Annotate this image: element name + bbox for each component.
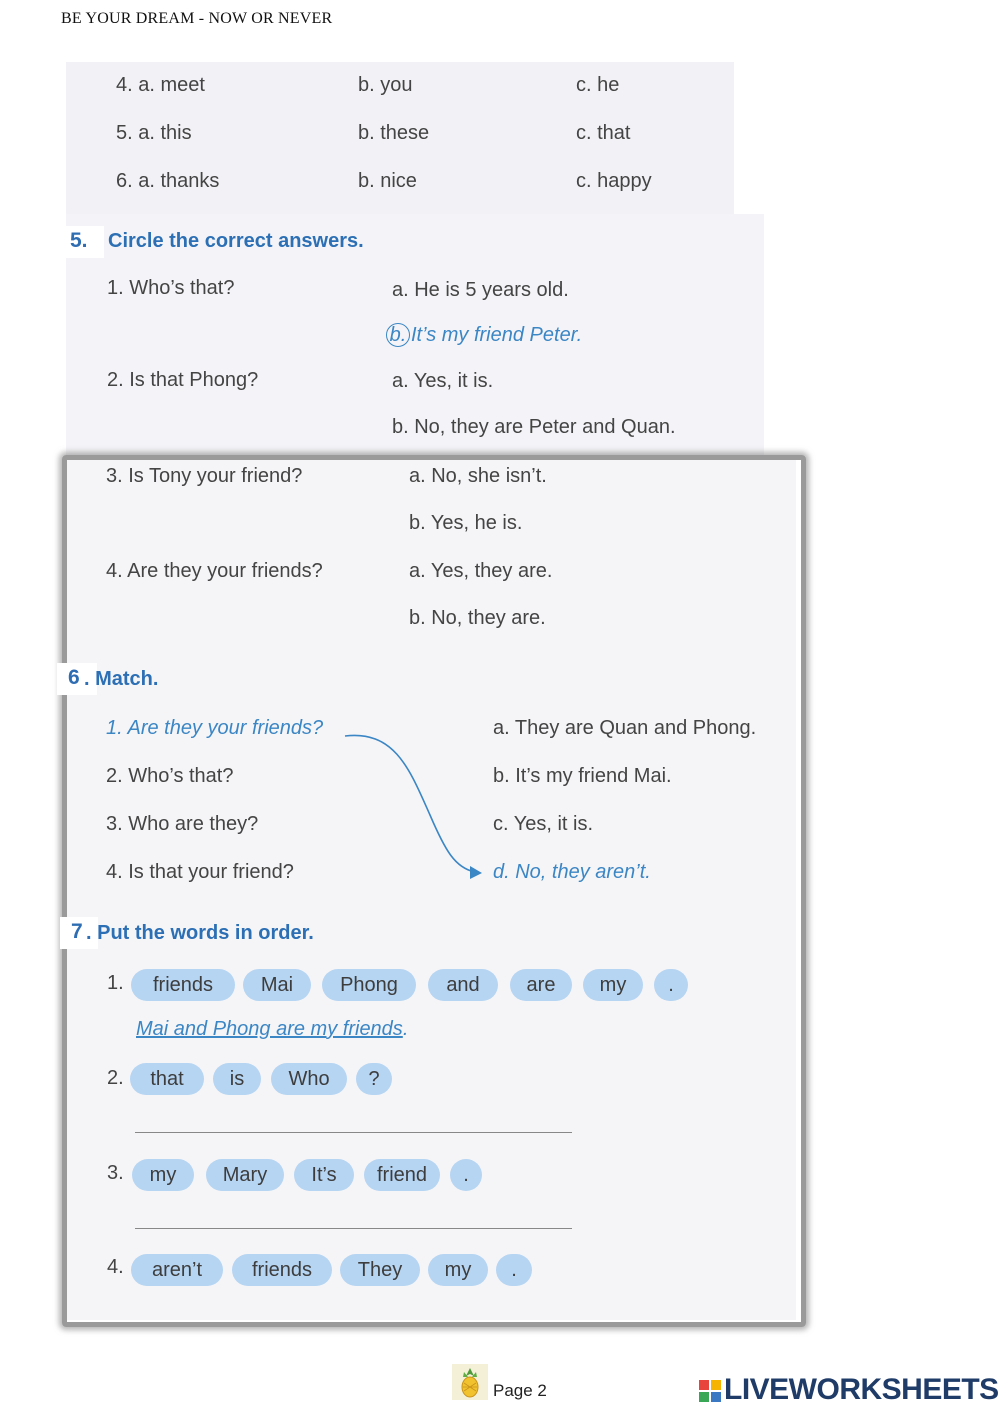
ex7-item3-answer-line[interactable] [135,1228,572,1229]
word-chip[interactable]: my [428,1254,488,1286]
ex7-item2-number: 2. [107,1067,124,1089]
ex6-right-b[interactable]: b. It’s my friend Mai. [493,765,672,787]
word-chip[interactable]: . [654,969,688,1001]
word-chip[interactable]: Who [271,1063,347,1095]
ex5-number: 5. [70,229,88,252]
ex5-title: Circle the correct answers. [108,230,364,252]
word-chip[interactable]: . [450,1159,482,1191]
ex4-row6-option-b: b. nice [358,170,417,192]
ex4-row5-option-a: 5. a. this [116,122,192,144]
word-chip[interactable]: is [213,1063,261,1095]
word-chip[interactable]: my [132,1159,194,1191]
ex5-q4-option-b[interactable]: b. No, they are. [409,607,546,629]
ex4-row6-option-a: 6. a. thanks [116,170,220,192]
page-number: Page 2 [493,1381,547,1400]
ex6-left-4[interactable]: 4. Is that your friend? [106,861,294,883]
ex5-q1: 1. Who’s that? [107,277,235,299]
ex6-left-1[interactable]: 1. Are they your friends? [106,717,324,739]
ex6-title: . Match. [84,668,159,690]
ex5-q2-option-b[interactable]: b. No, they are Peter and Quan. [392,416,676,438]
ex6-right-a[interactable]: a. They are Quan and Phong. [493,717,757,739]
ex4-row6-option-c: c. happy [576,170,652,192]
ex7-item2-answer-line[interactable] [135,1132,572,1133]
ex5-q3-option-a[interactable]: a. No, she isn’t. [409,465,547,487]
word-chip[interactable]: . [496,1254,532,1286]
ex5-q3-option-b[interactable]: b. Yes, he is. [409,512,523,534]
ex7-item1-number: 1. [107,972,124,994]
ex5-q3: 3. Is Tony your friend? [106,465,303,487]
word-chip[interactable]: It’s [294,1159,354,1191]
ex4-row5-option-b: b. these [358,122,430,144]
ex7-number: 7 [71,920,83,943]
word-chip[interactable]: are [510,969,572,1001]
ex6-right-d[interactable]: d. No, they aren’t. [493,861,651,883]
ex5-q1-option-b-circled[interactable]: b. It’s my friend Peter. [386,323,582,347]
word-chip[interactable]: Mai [243,969,311,1001]
ex7-item3-number: 3. [107,1162,124,1184]
ex4-row4-option-a: 4. a. meet [116,74,205,96]
ex5-q4: 4. Are they your friends? [106,560,323,582]
liveworksheets-logo-icon [698,1374,724,1410]
liveworksheets-brand: LIVEWORKSHEETS [724,1373,999,1406]
ex5-q2: 2. Is that Phong? [107,369,259,391]
word-chip[interactable]: Phong [322,969,416,1001]
word-chip[interactable]: ? [356,1063,392,1095]
ex6-number: 6 [68,666,80,689]
ex5-q2-option-a[interactable]: a. Yes, it is. [392,370,494,392]
word-chip[interactable]: aren’t [131,1254,223,1286]
ex5-q1-option-a: a. He is 5 years old. [392,279,569,301]
page-header: BE YOUR DREAM - NOW OR NEVER [61,10,333,27]
ex6-right-c[interactable]: c. Yes, it is. [493,813,594,835]
word-chip[interactable]: Mary [206,1159,284,1191]
word-chip[interactable]: They [340,1254,420,1286]
ex7-item1-answer: Mai and Phong are my friends. [136,1018,409,1040]
pineapple-icon [452,1364,488,1400]
ex6-left-3[interactable]: 3. Who are they? [106,813,259,835]
ex4-row5-option-c: c. that [576,122,631,144]
ex4-row4-option-c: c. he [576,74,620,96]
word-chip[interactable]: that [130,1063,204,1095]
word-chip[interactable]: and [428,969,498,1001]
word-chip[interactable]: friends [131,969,235,1001]
word-chip[interactable]: my [583,969,643,1001]
word-chip[interactable]: friend [364,1159,440,1191]
ex7-title: . Put the words in order. [86,922,314,944]
circle-mark: b. [386,323,410,347]
ex7-item4-number: 4. [107,1256,124,1278]
ex4-row4-option-b: b. you [358,74,413,96]
ex5-q4-option-a[interactable]: a. Yes, they are. [409,560,553,582]
word-chip[interactable]: friends [232,1254,332,1286]
ex6-left-2[interactable]: 2. Who’s that? [106,765,234,787]
